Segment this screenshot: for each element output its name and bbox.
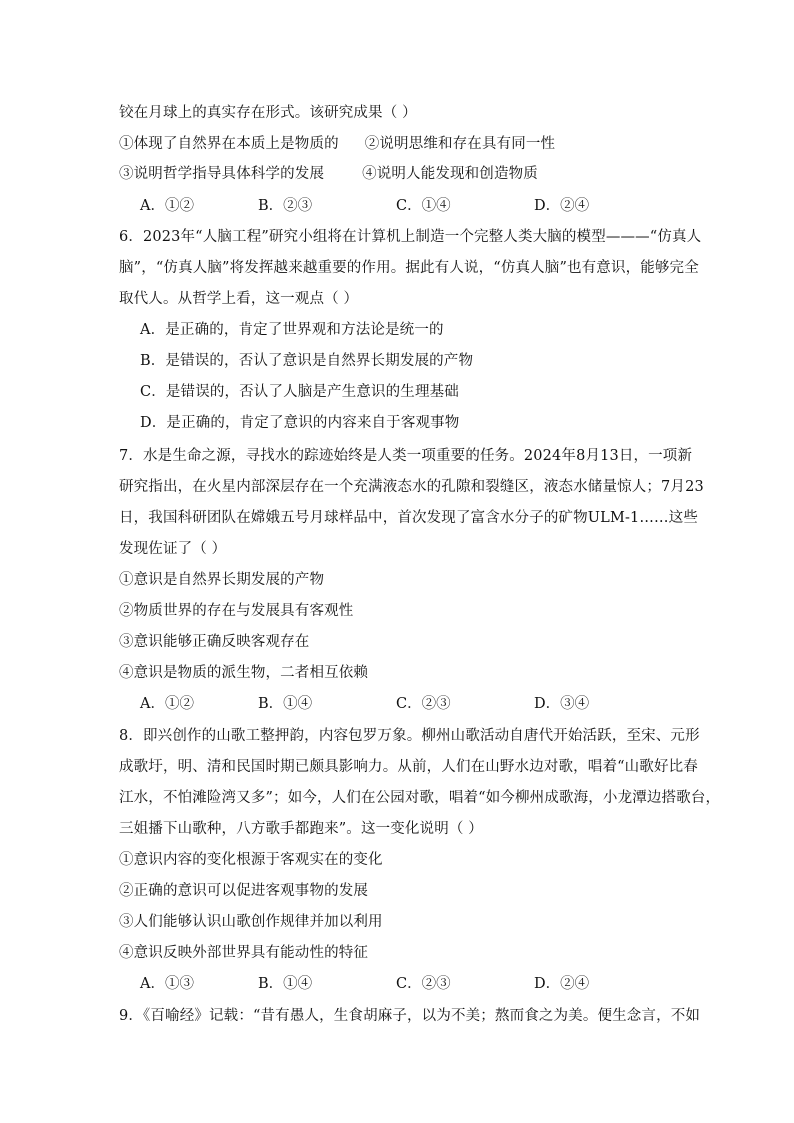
q7-option-b[interactable]: B．①④ xyxy=(258,696,313,712)
q8-stem-line-1: 8．即兴创作的山歌工整押韵，内容包罗万象。柳州山歌活动自唐代开始活跃，至宋、元形 xyxy=(119,728,700,744)
q7-stem-line-2: 研究指出，在火星内部深层存在一个充满液态水的孔隙和裂缝区，液态水储量惊人；7月23 xyxy=(119,479,704,495)
q5-item-2: ②说明思维和存在具有同一性 xyxy=(364,136,556,152)
q8-item-3: ③人们能够认识山歌创作规律并加以利用 xyxy=(119,914,383,930)
q8-option-c[interactable]: C．②③ xyxy=(396,976,451,992)
q8-option-d[interactable]: D．②④ xyxy=(534,976,590,992)
q6-stem-line-2: 脑”，“仿真人脑”将发挥越来越重要的作用。据此有人说，“仿真人脑”也有意识，能够完全 xyxy=(119,260,699,276)
q8-stem-line-3: 江水，不怕滩险湾又多”；如今，人们在公园对歌，唱着“如今柳州成歌海，小龙潭边搭歌台， xyxy=(119,790,721,806)
q5-item-1: ①体现了自然界在本质上是物质的 xyxy=(119,136,339,152)
q8-stem-line-2: 成歌圩，明、清和民国时期已颇具影响力。从前，人们在山野水边对歌，唱着“山歌好比春 xyxy=(119,759,698,775)
q5-option-d[interactable]: D．②④ xyxy=(534,198,590,214)
q8-item-1: ①意识内容的变化根源于客观实在的变化 xyxy=(119,852,383,868)
q5-items-row-2 xyxy=(119,164,679,184)
q5-option-a[interactable]: A．①② xyxy=(140,198,194,214)
q7-option-a[interactable]: A．①② xyxy=(140,696,194,712)
q6-option-a[interactable]: A．是正确的，肯定了世界观和方法论是统一的 xyxy=(140,322,444,338)
q6-option-b[interactable]: B．是错误的，否认了意识是自然界长期发展的产物 xyxy=(140,353,474,369)
q8-stem-line-4: 三姐播下山歌种，八方歌手都跑来”。这一变化说明（ ） xyxy=(119,821,483,837)
q7-option-d[interactable]: D．③④ xyxy=(534,696,590,712)
q6-option-c[interactable]: C．是错误的，否认了人脑是产生意识的生理基础 xyxy=(140,384,459,400)
q6-stem-line-1: 6．2023年“人脑工程”研究小组将在计算机上制造一个完整人类大脑的模型———“仿真人 xyxy=(119,229,702,245)
q5-option-c[interactable]: C．①④ xyxy=(396,198,451,214)
q5-item-4: ④说明人能发现和创造物质 xyxy=(362,166,538,182)
q5-item-3: ③说明哲学指导具体科学的发展 xyxy=(119,166,325,182)
q8-item-2: ②正确的意识可以促进客观事物的发展 xyxy=(119,883,369,899)
q8-item-4: ④意识反映外部世界具有能动性的特征 xyxy=(119,945,369,961)
q6-stem-line-3: 取代人。从哲学上看，这一观点（ ） xyxy=(119,291,359,307)
q7-item-1: ①意识是自然界长期发展的产物 xyxy=(119,572,325,588)
q8-option-b[interactable]: B．①④ xyxy=(258,976,313,992)
q6-option-d[interactable]: D．是正确的，肯定了意识的内容来自于客观事物 xyxy=(140,415,460,431)
q7-item-3: ③意识能够正确反映客观存在 xyxy=(119,634,310,650)
q7-item-2: ②物质世界的存在与发展具有客观性 xyxy=(119,603,354,619)
q7-option-c[interactable]: C．②③ xyxy=(396,696,451,712)
q7-item-4: ④意识是物质的派生物，二者相互依赖 xyxy=(119,665,369,681)
q7-stem-line-3: 日，我国科研团队在嫦娥五号月球样品中，首次发现了富含水分子的矿物ULM-1……这些 xyxy=(119,510,698,526)
q8-option-a[interactable]: A．①③ xyxy=(140,976,194,992)
q5-stem-tail: 铰在月球上的真实存在形式。该研究成果（ ） xyxy=(119,105,417,121)
q5-items-row-1 xyxy=(119,134,679,154)
q7-stem-line-4: 发现佐证了（ ） xyxy=(119,541,227,557)
q9-stem-head: 9．《百喻经》记载：“昔有愚人，生食胡麻子，以为不美；熬而食之为美。便生念言，不如 xyxy=(119,1008,701,1024)
q5-option-b[interactable]: B．②③ xyxy=(258,198,313,214)
q7-stem-line-1: 7．水是生命之源，寻找水的踪迹始终是人类一项重要的任务。2024年8月13日，一项新 xyxy=(119,448,693,464)
